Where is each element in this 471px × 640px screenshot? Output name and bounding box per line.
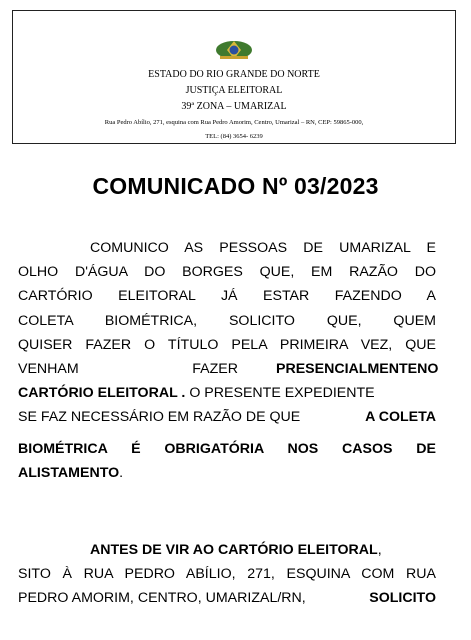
paragraph-line: SE FAZ NECESSÁRIO EM RAZÃO DE QUE A COLETA — [18, 409, 436, 426]
paragraph-line: OLHO D'ÁGUA DO BORGES QUE, EM RAZÃO DO — [18, 264, 436, 281]
page-title: COMUNICADO Nº 03/2023 — [92, 173, 379, 199]
paragraph-line: PEDRO AMORIM, CENTRO, UMARIZAL/RN, SOLICITO — [18, 590, 436, 607]
paragraph-line: QUISER FAZER O TÍTULO PELA PRIMEIRA VEZ, QUE — [18, 336, 436, 353]
paragraph-2 — [18, 538, 436, 611]
paragraph-line: BIOMÉTRICA É OBRIGATÓRIA NOS CASOS DE — [18, 440, 436, 457]
letterhead-zone: 39ª ZONA – UMARIZAL — [181, 101, 287, 112]
paragraph-line: ANTES DE VIR AO CARTÓRIO ELEITORAL, — [90, 542, 382, 558]
letterhead-state: ESTADO DO RIO GRANDE DO NORTE — [148, 69, 320, 80]
paragraph-1 — [18, 236, 439, 485]
letterhead-institution: JUSTIÇA ELEITORAL — [185, 85, 283, 96]
letterhead-phone: TEL: (84) 3654- 6239 — [205, 133, 263, 140]
letterhead — [12, 10, 456, 144]
brazil-coat-of-arms-icon — [214, 39, 254, 61]
paragraph-line: CARTÓRIO ELEITORAL . O PRESENTE EXPEDIENTE — [18, 385, 375, 402]
paragraph-line: ALISTAMENTO. — [18, 464, 124, 481]
paragraph-line: VENHAM FAZER PRESENCIALMENTE NO — [18, 360, 439, 377]
paragraph-line: CARTÓRIO ELEITORAL JÁ ESTAR FAZENDO A — [18, 288, 436, 305]
paragraph-line: SITO À RUA PEDRO ABÍLIO, 271, ESQUINA COM RUA — [18, 566, 436, 583]
letterhead-address: Rua Pedro Abílio, 271, esquina com Rua Pedro Amorim, Centro, Umarizal – RN, CEP: 59865-000, — [104, 119, 364, 126]
paragraph-line: COMUNICO AS PESSOAS DE UMARIZAL E — [90, 240, 436, 256]
paragraph-line: COLETA BIOMÉTRICA, SOLICITO QUE, QUEM — [18, 312, 436, 329]
